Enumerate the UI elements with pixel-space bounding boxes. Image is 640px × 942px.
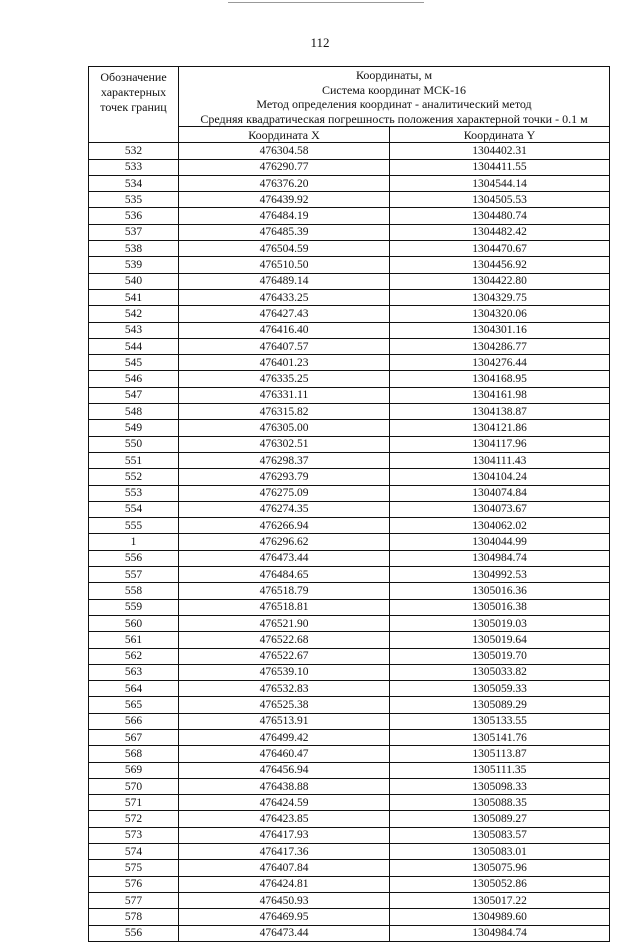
coordinate-x-cell: 476423.85: [179, 811, 390, 827]
coordinate-y-cell: 1304111.43: [390, 452, 610, 468]
coordinate-y-cell: 1304402.31: [390, 143, 610, 159]
table-row: [89, 860, 610, 876]
coordinate-y-cell: 1304074.84: [390, 485, 610, 501]
coordinate-x-cell: 476484.65: [179, 567, 390, 583]
coordinate-y-cell: 1304422.80: [390, 273, 610, 289]
coordinate-x-cell: 476290.77: [179, 159, 390, 175]
table-row: [89, 355, 610, 371]
table-row: [89, 599, 610, 615]
coordinate-x-cell: 476424.59: [179, 795, 390, 811]
top-edge-line: [228, 2, 424, 3]
point-cell: 553: [89, 485, 179, 501]
table-row: [89, 892, 610, 908]
table-row: [89, 664, 610, 680]
coordinate-y-cell: 1304329.75: [390, 289, 610, 305]
table-row: [89, 224, 610, 240]
coordinate-x-cell: 476296.62: [179, 534, 390, 550]
header-main-line: Координаты, м: [355, 68, 433, 82]
table-row: [89, 469, 610, 485]
coordinate-x-cell: 476304.58: [179, 143, 390, 159]
coordinate-y-cell: 1305083.57: [390, 827, 610, 843]
point-cell: 576: [89, 876, 179, 892]
table-body: [89, 143, 610, 942]
table-row: [89, 681, 610, 697]
table-row: [89, 518, 610, 534]
coordinate-y-cell: 1305141.76: [390, 729, 610, 745]
table-row: [89, 175, 610, 191]
table-row: [89, 795, 610, 811]
coordinate-y-cell: 1304044.99: [390, 534, 610, 550]
coordinate-x-cell: 476499.42: [179, 729, 390, 745]
coordinate-x-cell: 476539.10: [179, 664, 390, 680]
point-cell: 565: [89, 697, 179, 713]
coordinate-x-cell: 476298.37: [179, 452, 390, 468]
table-row: [89, 241, 610, 257]
coordinate-y-cell: 1305083.01: [390, 844, 610, 860]
table-row: [89, 452, 610, 468]
coordinate-y-cell: 1305089.27: [390, 811, 610, 827]
coordinate-y-cell: 1305017.22: [390, 892, 610, 908]
point-cell: 560: [89, 615, 179, 631]
coordinate-y-cell: 1305033.82: [390, 664, 610, 680]
coordinate-x-cell: 476331.11: [179, 387, 390, 403]
coordinate-x-cell: 476315.82: [179, 404, 390, 420]
table-row: [89, 762, 610, 778]
point-cell: 574: [89, 844, 179, 860]
header-left-line: Обозначение: [100, 70, 167, 84]
table-row: [89, 713, 610, 729]
point-cell: 564: [89, 681, 179, 697]
coordinate-x-cell: 476473.44: [179, 925, 390, 941]
table-row: [89, 159, 610, 175]
coordinate-x-cell: 476407.84: [179, 860, 390, 876]
point-cell: 572: [89, 811, 179, 827]
table-row: [89, 583, 610, 599]
coordinate-y-cell: 1305059.33: [390, 681, 610, 697]
point-cell: 563: [89, 664, 179, 680]
coordinate-x-cell: 476335.25: [179, 371, 390, 387]
coordinate-x-cell: 476439.92: [179, 192, 390, 208]
table-row: [89, 387, 610, 403]
point-cell: 549: [89, 420, 179, 436]
coordinate-x-cell: 476416.40: [179, 322, 390, 338]
point-cell: 540: [89, 273, 179, 289]
table-row: [89, 648, 610, 664]
header-main-line: Средняя квадратическая погрешность положения характерной точки - 0.1 м: [200, 111, 588, 126]
coordinates-table: [88, 66, 610, 942]
point-cell: 534: [89, 175, 179, 191]
coordinate-x-cell: 476407.57: [179, 338, 390, 354]
coordinate-y-cell: 1305111.35: [390, 762, 610, 778]
table-row: [89, 729, 610, 745]
table-row: [89, 876, 610, 892]
coordinate-y-cell: 1305019.64: [390, 632, 610, 648]
coordinate-x-cell: 476522.68: [179, 632, 390, 648]
table-row: [89, 485, 610, 501]
coordinate-x-cell: 476510.50: [179, 257, 390, 273]
point-cell: 539: [89, 257, 179, 273]
point-cell: 573: [89, 827, 179, 843]
table-row: [89, 811, 610, 827]
coordinate-y-cell: 1304984.74: [390, 550, 610, 566]
point-cell: 570: [89, 778, 179, 794]
table-row: [89, 322, 610, 338]
point-cell: 575: [89, 860, 179, 876]
coordinate-y-cell: 1304117.96: [390, 436, 610, 452]
point-cell: 578: [89, 909, 179, 925]
coordinate-y-cell: 1305098.33: [390, 778, 610, 794]
coordinate-x-cell: 476532.83: [179, 681, 390, 697]
point-cell: 559: [89, 599, 179, 615]
coordinate-x-cell: 476438.88: [179, 778, 390, 794]
coordinate-y-cell: 1305052.86: [390, 876, 610, 892]
coordinate-x-cell: 476522.67: [179, 648, 390, 664]
table-row: [89, 436, 610, 452]
point-cell: 543: [89, 322, 179, 338]
coordinate-y-cell: 1305016.38: [390, 599, 610, 615]
coordinate-x-cell: 476417.36: [179, 844, 390, 860]
table-row: [89, 778, 610, 794]
coordinate-y-cell: 1304482.42: [390, 224, 610, 240]
point-cell: 555: [89, 518, 179, 534]
coordinate-y-cell: 1304161.98: [390, 387, 610, 403]
point-cell: 1: [89, 534, 179, 550]
coordinate-x-cell: 476518.79: [179, 583, 390, 599]
point-cell: 546: [89, 371, 179, 387]
point-cell: 568: [89, 746, 179, 762]
table-row: [89, 550, 610, 566]
coordinate-y-cell: 1305075.96: [390, 860, 610, 876]
table-row: [89, 404, 610, 420]
coordinate-y-cell: 1304286.77: [390, 338, 610, 354]
coordinate-x-cell: 476504.59: [179, 241, 390, 257]
coordinate-y-cell: 1304138.87: [390, 404, 610, 420]
coordinate-x-cell: 476376.20: [179, 175, 390, 191]
point-cell: 556: [89, 550, 179, 566]
table-header-row: [89, 67, 610, 127]
table-row: [89, 909, 610, 925]
point-cell: 550: [89, 436, 179, 452]
coordinate-y-cell: 1304544.14: [390, 175, 610, 191]
coordinate-y-cell: 1305133.55: [390, 713, 610, 729]
coordinate-y-cell: 1305088.35: [390, 795, 610, 811]
point-cell: 567: [89, 729, 179, 745]
header-left-line: характерных: [100, 85, 167, 99]
point-cell: 566: [89, 713, 179, 729]
table-row: [89, 697, 610, 713]
coordinate-y-cell: 1305019.03: [390, 615, 610, 631]
coordinate-x-cell: 476460.47: [179, 746, 390, 762]
coordinate-y-cell: 1304104.24: [390, 469, 610, 485]
coordinate-y-cell: 1304301.16: [390, 322, 610, 338]
coordinate-y-cell: 1304470.67: [390, 241, 610, 257]
coordinate-y-cell: 1304276.44: [390, 355, 610, 371]
coordinate-x-cell: 476424.81: [179, 876, 390, 892]
coordinate-x-cell: 476274.35: [179, 501, 390, 517]
coordinate-y-cell: 1304168.95: [390, 371, 610, 387]
table-row: [89, 746, 610, 762]
point-cell: 537: [89, 224, 179, 240]
point-cell: 532: [89, 143, 179, 159]
coordinate-y-cell: 1304989.60: [390, 909, 610, 925]
coordinate-y-cell: 1304121.86: [390, 420, 610, 436]
coordinate-x-cell: 476485.39: [179, 224, 390, 240]
table-row: [89, 192, 610, 208]
table-row: [89, 371, 610, 387]
point-cell: 538: [89, 241, 179, 257]
coordinate-x-cell: 476417.93: [179, 827, 390, 843]
table-row: [89, 257, 610, 273]
header-main-line: Метод определения координат - аналитический метод: [256, 97, 532, 111]
coordinate-x-cell: 476266.94: [179, 518, 390, 534]
point-cell: 541: [89, 289, 179, 305]
coordinate-x-cell: 476427.43: [179, 306, 390, 322]
coordinate-x-cell: 476302.51: [179, 436, 390, 452]
point-cell: 557: [89, 567, 179, 583]
point-cell: 577: [89, 892, 179, 908]
point-cell: 535: [89, 192, 179, 208]
column-header-y: Координата Y: [390, 127, 610, 143]
coordinate-x-cell: 476521.90: [179, 615, 390, 631]
header-left-line: точек границ: [100, 100, 167, 114]
table-row: [89, 844, 610, 860]
coordinate-x-cell: 476469.95: [179, 909, 390, 925]
coordinate-y-cell: 1304480.74: [390, 208, 610, 224]
coordinate-y-cell: 1305089.29: [390, 697, 610, 713]
coordinate-x-cell: 476293.79: [179, 469, 390, 485]
coordinates-header: [179, 67, 610, 127]
table-row: [89, 567, 610, 583]
point-cell: 554: [89, 501, 179, 517]
coordinate-y-cell: 1304411.55: [390, 159, 610, 175]
point-cell: 556: [89, 925, 179, 941]
coordinate-y-cell: 1305019.70: [390, 648, 610, 664]
coordinate-x-cell: 476473.44: [179, 550, 390, 566]
table-row: [89, 273, 610, 289]
coordinate-y-cell: 1304456.92: [390, 257, 610, 273]
point-cell: 536: [89, 208, 179, 224]
coordinate-y-cell: 1305113.87: [390, 746, 610, 762]
table-row: [89, 501, 610, 517]
table-row: [89, 615, 610, 631]
point-cell: 569: [89, 762, 179, 778]
table-row: [89, 143, 610, 159]
table-row: [89, 534, 610, 550]
table-row: [89, 306, 610, 322]
point-cell: 571: [89, 795, 179, 811]
coordinate-x-cell: 476275.09: [179, 485, 390, 501]
table-row: [89, 289, 610, 305]
table-row: [89, 827, 610, 843]
coordinate-y-cell: 1304505.53: [390, 192, 610, 208]
coordinate-y-cell: 1304984.74: [390, 925, 610, 941]
coordinate-y-cell: 1304320.06: [390, 306, 610, 322]
coordinate-x-cell: 476433.25: [179, 289, 390, 305]
point-designation-header: [89, 67, 179, 143]
table-row: [89, 925, 610, 941]
coordinate-y-cell: 1304062.02: [390, 518, 610, 534]
coordinate-x-cell: 476401.23: [179, 355, 390, 371]
coordinate-x-cell: 476305.00: [179, 420, 390, 436]
header-main-line: Система координат МСК-16: [321, 82, 467, 97]
coordinate-x-cell: 476456.94: [179, 762, 390, 778]
point-cell: 558: [89, 583, 179, 599]
point-cell: 552: [89, 469, 179, 485]
point-cell: 545: [89, 355, 179, 371]
point-cell: 551: [89, 452, 179, 468]
table-row: [89, 208, 610, 224]
coordinate-y-cell: 1304073.67: [390, 501, 610, 517]
page-number: 112: [310, 35, 330, 50]
table-row: [89, 338, 610, 354]
coordinate-x-cell: 476513.91: [179, 713, 390, 729]
coordinate-x-cell: 476525.38: [179, 697, 390, 713]
point-cell: 542: [89, 306, 179, 322]
coordinate-x-cell: 476450.93: [179, 892, 390, 908]
coordinate-x-cell: 476484.19: [179, 208, 390, 224]
point-cell: 547: [89, 387, 179, 403]
coordinate-y-cell: 1305016.36: [390, 583, 610, 599]
column-header-x: Координата X: [179, 127, 390, 143]
coordinate-y-cell: 1304992.53: [390, 567, 610, 583]
point-cell: 561: [89, 632, 179, 648]
point-cell: 533: [89, 159, 179, 175]
point-cell: 544: [89, 338, 179, 354]
table-row: [89, 632, 610, 648]
coordinate-x-cell: 476489.14: [179, 273, 390, 289]
point-cell: 562: [89, 648, 179, 664]
point-cell: 548: [89, 404, 179, 420]
coordinate-x-cell: 476518.81: [179, 599, 390, 615]
table-row: [89, 420, 610, 436]
